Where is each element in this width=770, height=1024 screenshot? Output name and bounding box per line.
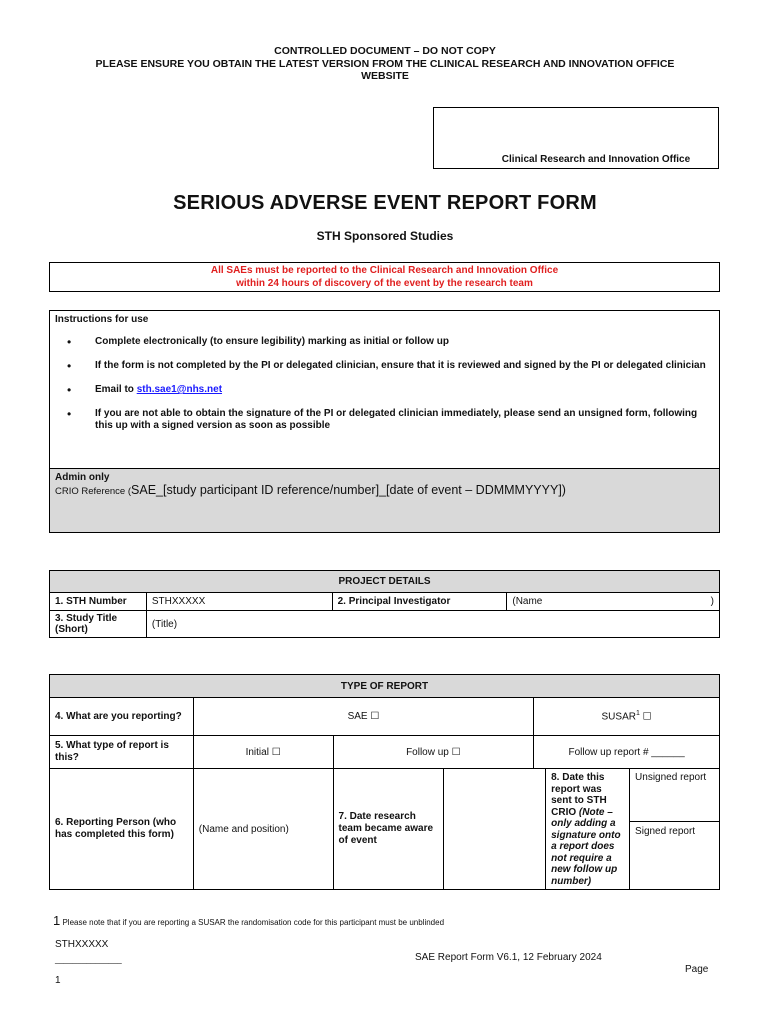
sae-option-label: SAE [347,711,368,722]
type-of-report-table [49,674,720,890]
instruction-item-2: If the form is not completed by the PI or delegated clinician, ensure that it is reviewed and signed by the PI or delegated clinician [95,360,706,371]
signed-report-field[interactable] [630,822,719,874]
reporting-person-field[interactable]: (Name and position) [193,769,333,890]
date-aware-field[interactable] [444,769,546,890]
instruction-item-1: Complete electronically (to ensure legibility) marking as initial or follow up [95,336,449,347]
sae-option[interactable] [193,698,533,736]
q8-label [546,769,630,890]
crio-reference-label: CRIO Reference ( [55,486,132,497]
sth-number-label: 1. STH Number [50,593,147,611]
header-line-2: PLEASE ENSURE YOU OBTAIN THE LATEST VERSION FROM THE CLINICAL RESEARCH AND INNOVATION OFFICE [95,57,675,70]
signature-status-cell [630,769,720,890]
controlled-document-header [40,45,730,83]
instruction-item-4: If you are not able to obtain the signature of the PI or delegated clinician immediately, please send an unsigned form, following this up with a signed version as soon as possible [95,408,698,431]
susar-checkbox[interactable]: ☐ [642,711,652,723]
crio-reference-value[interactable]: SAE_[study participant ID reference/number]_[date of event – DDMMMYYYY]) [131,483,566,497]
instructions-box [49,310,720,468]
form-subtitle: STH Sponsored Studies [316,229,454,243]
susar-footnote-ref: 1 [635,710,640,718]
bullet-icon: • [67,335,72,349]
form-title: SERIOUS ADVERSE EVENT REPORT FORM [173,192,597,214]
footer-rule: _______________ [55,955,122,964]
crio-reference [55,483,566,497]
susar-footnote [53,913,444,928]
logo-box [433,107,719,169]
susar-option[interactable] [534,698,720,736]
unsigned-report-field[interactable] [630,769,719,822]
instruction-item-3-prefix: Email to [95,384,137,395]
logo-caption: Clinical Research and Innovation Office [501,154,691,165]
sae-checkbox[interactable]: ☐ [370,711,380,722]
admin-title: Admin only [55,472,110,483]
footer-page-label: Page [685,964,709,975]
follow-up-option-label: Follow up [406,746,449,758]
follow-up-option[interactable] [333,736,534,769]
admin-only-box [49,468,720,533]
q7-label: 7. Date research team became aware of event [333,769,444,890]
q5-label: 5. What type of report is this? [50,736,194,769]
q4-label: 4. What are you reporting? [50,698,194,736]
study-title-field[interactable]: (Title) [146,611,719,638]
principal-investigator-label: 2. Principal Investigator [332,593,507,611]
footnote-text: Please note that if you are reporting a SUSAR the randomisation code for this participant must be unblinded [62,918,445,927]
unsigned-report-label: Unsigned report [635,772,707,783]
pi-close-paren: ) [710,596,714,607]
header-line-3: WEBSITE [361,70,409,82]
follow-up-report-number[interactable]: Follow up report # ______ [534,736,720,769]
sth-number-field[interactable]: STHXXXXX [146,593,332,611]
project-details-heading: PROJECT DETAILS [50,571,720,593]
follow-up-checkbox[interactable]: ☐ [451,746,461,758]
type-of-report-heading: TYPE OF REPORT [50,675,720,698]
footer-sth-number: STHXXXXX [55,939,109,950]
alert-line-1: All SAEs must be reported to the Clinical Research and Innovation Office [210,265,559,276]
project-details-table [49,570,720,638]
bullet-icon: • [67,359,72,373]
email-link[interactable]: sth.sae1@nhs.net [136,384,223,395]
instruction-item-3 [95,384,715,396]
initial-option-label: Initial [245,746,269,758]
signed-report-label: Signed report [635,826,696,837]
q6-label: 6. Reporting Person (who has completed this form) [50,769,194,890]
bullet-icon: • [67,383,72,397]
q8-label-main: 8. Date this report was sent to STH CRIO [551,772,607,818]
principal-investigator-field[interactable] [507,593,720,611]
footer-page-number: 1 [55,975,61,986]
initial-option[interactable] [193,736,333,769]
pi-name-placeholder: (Name [512,596,543,607]
footnote-number: 1 [53,913,61,928]
header-line-1: CONTROLLED DOCUMENT – DO NOT COPY [274,45,496,57]
instructions-title: Instructions for use [55,314,149,325]
bullet-icon: • [67,407,72,421]
alert-line-2: within 24 hours of discovery of the event by the research team [236,277,533,289]
sae-reporting-alert [49,262,720,292]
initial-checkbox[interactable]: ☐ [271,746,281,758]
footer-version: SAE Report Form V6.1, 12 February 2024 [415,952,602,963]
q8-label-note: (Note – only adding a signature onto a report does not require a new follow up number) [551,806,621,887]
susar-option-label: SUSAR [601,711,636,723]
study-title-label: 3. Study Title (Short) [50,611,147,638]
